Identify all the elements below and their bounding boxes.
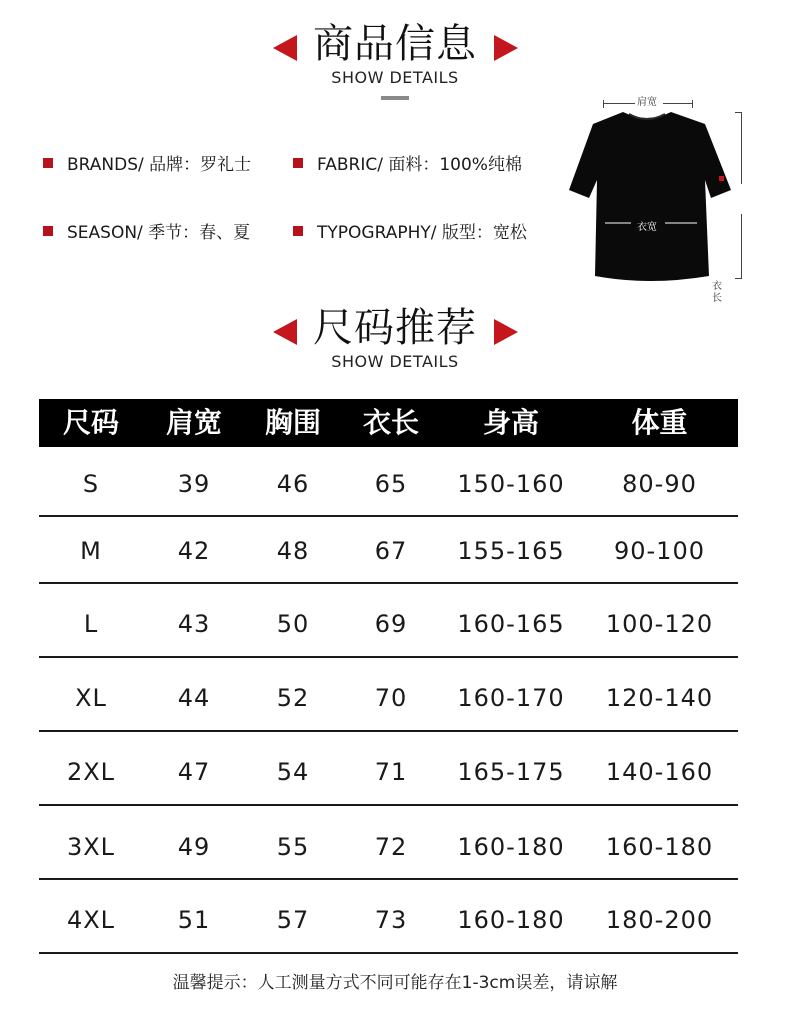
cell-chest: 55 (276, 833, 310, 861)
info-season-text: SEASON/ 季节：春、夏 (67, 223, 251, 243)
cell-shoulder: 39 (177, 470, 211, 498)
cell-weight: 90-100 (613, 537, 705, 565)
cell-size: S (82, 470, 100, 498)
cell-chest: 52 (276, 684, 310, 712)
info-brand (43, 150, 251, 175)
row-divider (39, 515, 738, 517)
info-fabric-text: FABRIC/ 面料：100%纯棉 (317, 155, 522, 175)
cell-chest: 46 (276, 470, 310, 498)
size-table-header (39, 399, 738, 447)
right-arrow-icon (494, 319, 518, 345)
section-header-product-info (0, 20, 790, 88)
row-divider (39, 730, 738, 732)
cell-height: 150-160 (457, 470, 565, 498)
header-size: 尺码 (62, 406, 119, 439)
table-row (39, 884, 738, 956)
cell-weight: 180-200 (605, 906, 714, 934)
section-title-zh: 商品信息 (313, 21, 477, 67)
cell-length: 72 (374, 833, 408, 861)
left-arrow-icon (273, 35, 297, 61)
header-shoulder: 肩宽 (165, 406, 222, 439)
cell-size: 3XL (66, 833, 116, 861)
shoulder-width-label: 肩宽 (637, 97, 657, 108)
info-typography-text: TYPOGRAPHY/ 版型：宽松 (317, 223, 527, 243)
cell-shoulder: 49 (177, 833, 211, 861)
header-chest: 胸围 (264, 406, 321, 439)
row-divider (39, 804, 738, 806)
cell-weight: 100-120 (605, 610, 714, 638)
info-typography (293, 218, 527, 243)
row-divider (39, 952, 738, 954)
cell-length: 70 (374, 684, 408, 712)
header-weight: 体重 (631, 406, 688, 439)
cell-length: 65 (374, 470, 408, 498)
bullet-square-icon (43, 226, 53, 236)
cell-height: 160-170 (457, 684, 565, 712)
row-divider (39, 582, 738, 584)
cell-chest: 57 (276, 906, 310, 934)
cell-size: 4XL (66, 906, 116, 934)
bullet-square-icon (43, 158, 53, 168)
header-length: 衣长 (362, 406, 419, 439)
cell-size: M (80, 537, 102, 565)
length-label-1: 衣 (712, 281, 722, 292)
section-title-en: SHOW DETAILS (331, 68, 459, 87)
cell-weight: 120-140 (605, 684, 714, 712)
row-divider (39, 878, 738, 880)
section-header-size-recommend (0, 304, 790, 372)
cell-weight: 140-160 (605, 758, 714, 786)
cell-size: L (83, 610, 99, 638)
info-fabric (293, 150, 522, 175)
cell-size: XL (75, 684, 107, 712)
chest-width-label: 衣宽 (637, 222, 657, 233)
header-height: 身高 (482, 406, 539, 439)
cell-shoulder: 42 (177, 537, 211, 565)
cell-weight: 80-90 (622, 470, 697, 498)
cell-length: 67 (374, 537, 408, 565)
cell-chest: 50 (276, 610, 310, 638)
cell-height: 160-180 (457, 906, 565, 934)
right-arrow-icon (494, 35, 518, 61)
table-row (39, 662, 738, 734)
cell-length: 69 (374, 610, 408, 638)
table-row (39, 588, 738, 660)
cell-size: 2XL (66, 758, 116, 786)
bullet-square-icon (293, 226, 303, 236)
cell-length: 71 (374, 758, 408, 786)
left-arrow-icon (273, 319, 297, 345)
info-brand-text: BRANDS/ 品牌：罗礼士 (67, 155, 252, 175)
cell-height: 165-175 (457, 758, 565, 786)
bullet-square-icon (293, 158, 303, 168)
section-divider (381, 96, 409, 100)
length-label-2: 长 (712, 293, 722, 304)
table-row (39, 518, 738, 584)
section-title-zh: 尺码推荐 (313, 305, 477, 351)
cell-shoulder: 51 (177, 906, 211, 934)
cell-shoulder: 47 (177, 758, 211, 786)
tshirt-size-diagram (565, 90, 765, 310)
cell-chest: 48 (276, 537, 310, 565)
tshirt-icon (565, 110, 735, 310)
cell-height: 160-180 (457, 833, 565, 861)
table-row (39, 736, 738, 808)
cell-length: 73 (374, 906, 408, 934)
cell-chest: 54 (276, 758, 310, 786)
cell-weight: 160-180 (605, 833, 714, 861)
table-row (39, 810, 738, 884)
cell-height: 155-165 (457, 537, 565, 565)
section-title-en: SHOW DETAILS (331, 352, 459, 371)
measurement-note: 温馨提示：人工测量方式不同可能存在1-3cm误差，请谅解 (172, 973, 618, 993)
cell-height: 160-165 (457, 610, 565, 638)
info-season (43, 218, 250, 243)
table-row (39, 452, 738, 516)
cell-shoulder: 44 (177, 684, 211, 712)
row-divider (39, 656, 738, 658)
cell-shoulder: 43 (177, 610, 211, 638)
